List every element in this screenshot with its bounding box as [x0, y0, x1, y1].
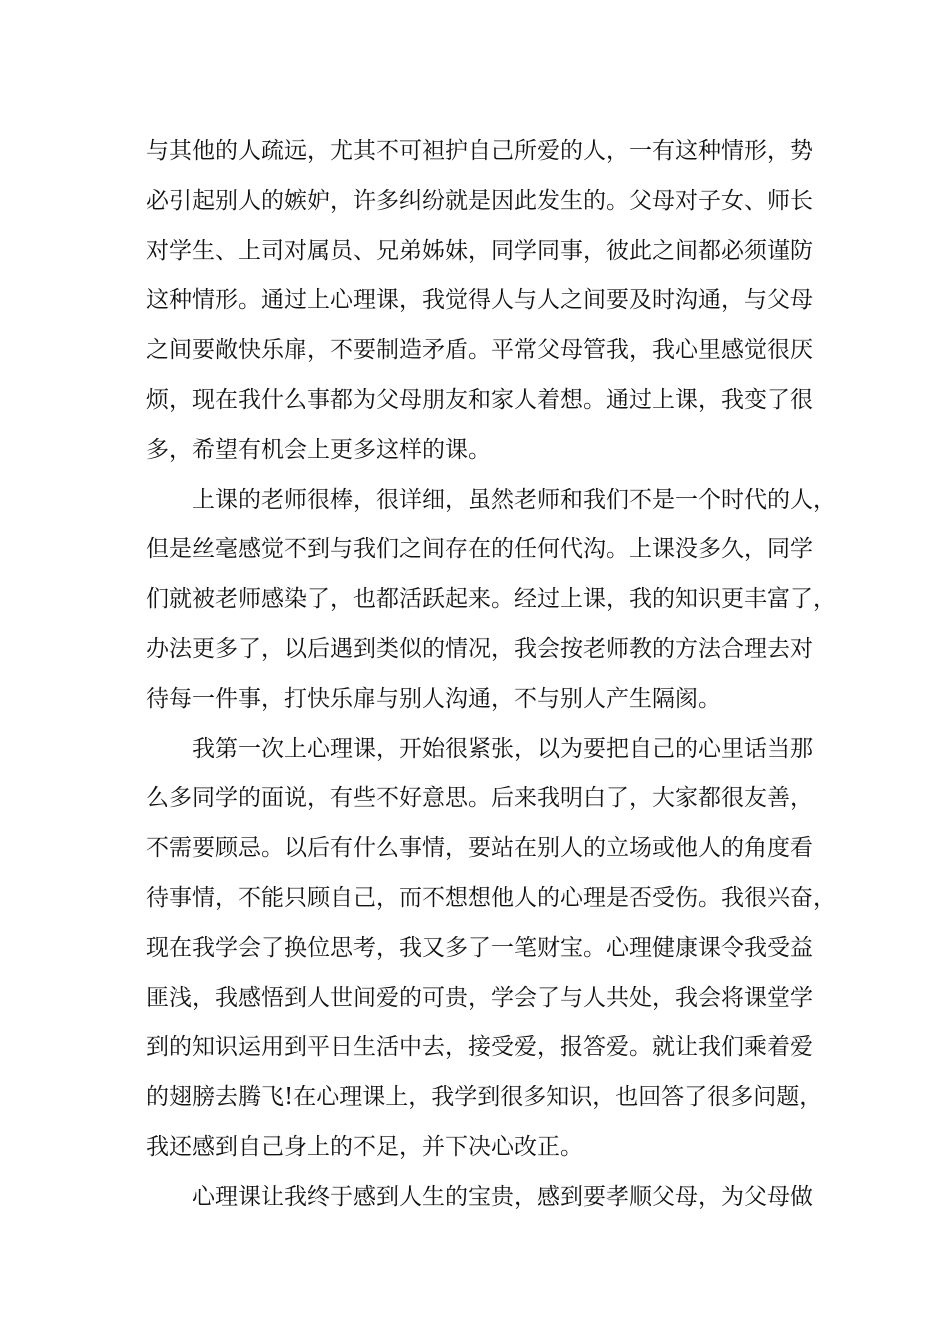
text-line: 么多同学的面说，有些不好意思。后来我明白了，大家都很友善，: [146, 785, 813, 812]
text-line: 之间要敞快乐扉，不要制造矛盾。平常父母管我，我心里感觉很厌: [146, 337, 813, 364]
text-line: 匪浅，我感悟到人世间爱的可贵，学会了与人共处，我会将课堂学: [146, 984, 813, 1011]
paragraph-first-line: 我第一次上心理课，开始很紧张，以为要把自己的心里话当那: [192, 735, 813, 762]
text-line: 待事情，不能只顾自己，而不想想他人的心理是否受伤。我很兴奋，: [146, 884, 836, 911]
text-line: 到的知识运用到平日生活中去，接受爱，报答爱。就让我们乘着爱: [146, 1034, 813, 1061]
text-line: 我还感到自己身上的不足，并下决心改正。: [146, 1133, 583, 1160]
text-line: 现在我学会了换位思考，我又多了一笔财宝。心理健康课令我受益: [146, 934, 813, 961]
paragraph-first-line: 心理课让我终于感到人生的宝贵，感到要孝顺父母，为父母做: [192, 1183, 813, 1210]
text-line: 必引起别人的嫉妒，许多纠纷就是因此发生的。父母对子女、师长: [146, 187, 813, 214]
text-line: 这种情形。通过上心理课，我觉得人与人之间要及时沟通，与父母: [146, 287, 813, 314]
text-line: 但是丝毫感觉不到与我们之间存在的任何代沟。上课没多久，同学: [146, 536, 813, 563]
text-line: 对学生、上司对属员、兄弟姊妹，同学同事，彼此之间都必须谨防: [146, 237, 813, 264]
paragraph-first-line: 上课的老师很棒，很详细，虽然老师和我们不是一个时代的人，: [192, 486, 836, 513]
text-line: 与其他的人疏远，尤其不可袒护自己所爱的人，一有这种情形，势: [146, 138, 813, 164]
text-line: 的翅膀去腾飞!在心理课上，我学到很多知识，也回答了很多问题，: [146, 1084, 823, 1111]
text-line: 不需要顾忌。以后有什么事情，要站在别人的立场或他人的角度看: [146, 835, 813, 862]
text-line: 们就被老师感染了，也都活跃起来。经过上课，我的知识更丰富了，: [146, 586, 836, 613]
document-body: [146, 127, 836, 1223]
text-line: 烦，现在我什么事都为父母朋友和家人着想。通过上课，我变了很: [146, 386, 813, 413]
text-line: 待每一件事，打快乐扉与别人沟通，不与别人产生隔阂。: [146, 685, 721, 712]
text-line: 办法更多了，以后遇到类似的情况，我会按老师教的方法合理去对: [146, 635, 813, 662]
text-line: 多，希望有机会上更多这样的课。: [146, 436, 491, 463]
